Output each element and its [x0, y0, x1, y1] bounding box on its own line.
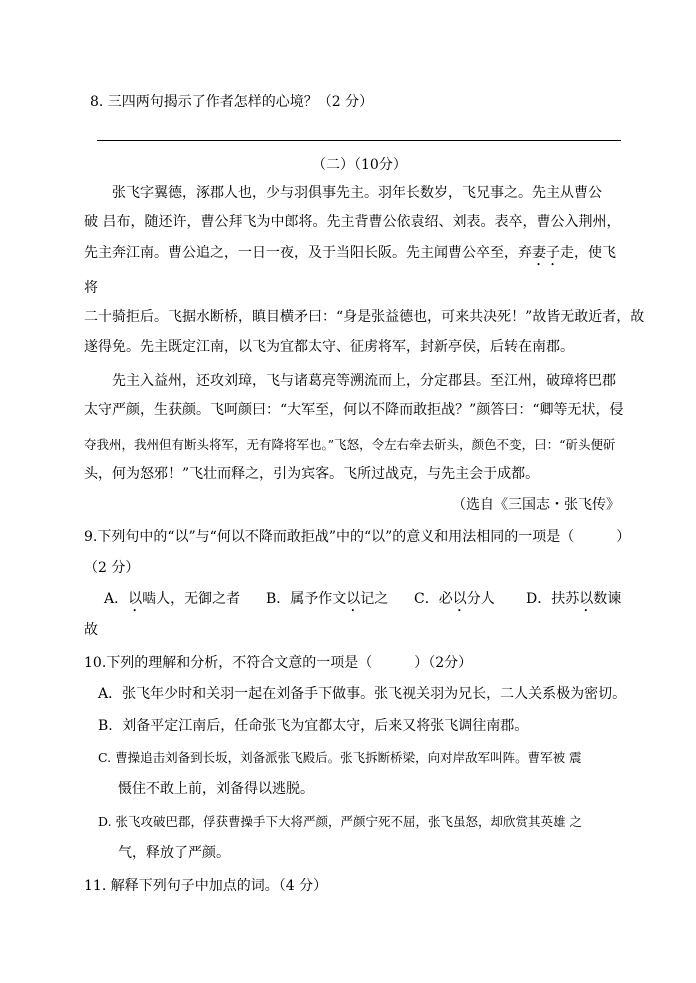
option-d-wrap: 故: [84, 622, 98, 638]
passage-line-6: 遂得免。先主既定江南，以飞为宜都太守、征虏将军，封新亭侯，后转在南郡。: [84, 339, 574, 355]
q10-option-b[interactable]: B．刘备平定江南后，任命张飞为宜都太守，后来又将张飞调往南郡。: [98, 718, 529, 734]
question-8: 8. 三四两句揭示了作者怎样的心境？（2 分）: [90, 94, 374, 110]
option-d[interactable]: D．扶苏以数谏: [526, 591, 622, 607]
passage-line-9: 夺我州，我州但有断头将军，无有降将军也。”飞怒，令左右牵去斫头，颜色不变，曰：“斫头便斫: [84, 437, 616, 452]
passage-line-7: 先主入益州，还攻刘璋，飞与诸葛亮等溯流而上，分定郡县。至江州，破璋将巴郡: [112, 373, 616, 389]
passage-text: 先主奔江南。曹公追之，一日一夜，及于当阳长阪。先主闻曹公卒至，弃: [84, 245, 532, 261]
passage-line-4: 将: [84, 280, 98, 296]
question-9-score: （2 分）: [84, 560, 140, 576]
passage-line-10: 头，何为怒邪！”飞壮而释之，引为宾客。飞所过战克，与先主会于成都。: [84, 466, 540, 482]
q10-option-c-cont: 慑住不敢上前，刘备得以逃脱。: [118, 781, 314, 797]
passage-line-2: 破 吕布，随还许，曹公拜飞为中郎将。先主背曹公依袁绍、刘表。表卒，曹公入荆州，: [84, 214, 621, 230]
dotted-word: 妻子: [532, 245, 560, 261]
question-9: 9.下列句中的“以”与“何以不降而敢拒战”中的“以”的意义和用法相同的一项是（ ）: [84, 529, 631, 545]
dotted-word: 以: [128, 591, 143, 607]
passage-line-1: 张飞字翼德，涿郡人也，少与羽俱事先主。羽年长数岁，飞兄事之。先主从曹公: [112, 185, 602, 201]
q10-option-c[interactable]: C. 曹操追击刘备到长坂，刘备派张飞殿后。张飞拆断桥梁，向对岸敌军叫阵。曹军被 震: [98, 750, 582, 765]
section-title: （二）（10分）: [312, 157, 407, 173]
passage-line-3: [84, 243, 616, 269]
question-10: 10.下列的理解和分析，不符合文意的一项是（ ）（2分）: [84, 655, 473, 671]
q10-option-a[interactable]: A．张飞年少时和关羽一起在刘备手下做事。张飞视关羽为兄长，二人关系极为密切。: [98, 686, 627, 702]
option-b[interactable]: B．属予作文以记之: [266, 591, 389, 607]
dotted-word: 以: [579, 591, 594, 607]
question-11: 11. 解释下列句子中加点的词。（4 分）: [84, 878, 328, 894]
question-9-options: [104, 589, 621, 615]
option-c[interactable]: C．必以分人: [414, 591, 495, 607]
answer-line: [97, 140, 621, 141]
dotted-word: 以: [346, 591, 361, 607]
dotted-word: 以: [452, 591, 467, 607]
passage-source: （选自《三国志・张飞传》: [452, 497, 620, 513]
passage-line-5: 二十骑拒后。飞据水断桥，瞋目横矛曰：“身是张益德也，可来共决死！”故皆无敢近者，故: [84, 309, 645, 325]
passage-line-8: 太守严颜，生获颜。飞呵颜曰：“大军至，何以不降而敢拒战？”颜答曰：“卿等无状，侵: [84, 402, 624, 418]
option-a[interactable]: A．以啮人，无御之者: [104, 591, 241, 607]
passage-text: 走，使飞: [560, 245, 616, 261]
q10-option-d-cont: 气，释放了严颜。: [118, 845, 230, 861]
q10-option-d[interactable]: D. 张飞攻破巴郡，俘获曹操手下大将严颜，严颜宁死不屈，张飞虽怒，却欣赏其英雄 之: [98, 814, 582, 829]
